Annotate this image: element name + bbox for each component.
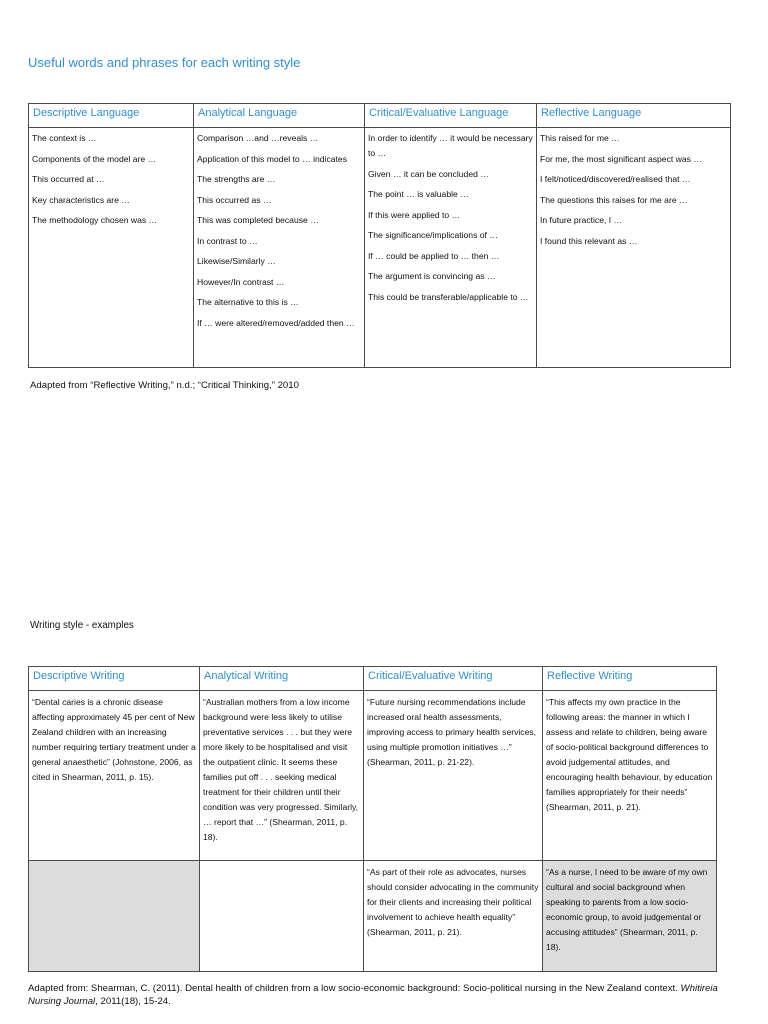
list-item: I felt/noticed/discovered/realised that …	[540, 174, 691, 184]
list-item: This raised for me …	[540, 133, 620, 143]
header-descriptive-language: Descriptive Language	[29, 104, 194, 128]
phrases-body-row	[29, 128, 731, 368]
header-reflective-language: Reflective Language	[537, 104, 731, 128]
reflective-phrases-cell	[537, 128, 731, 368]
list-item: The significance/implications of …	[368, 230, 498, 240]
critical-phrases-cell	[365, 128, 537, 368]
phrases-table	[28, 103, 731, 368]
list-item: The alternative to this is …	[197, 297, 299, 307]
list-item: However/In contrast …	[197, 276, 285, 287]
descriptive-example-cell: “Dental caries is a chronic disease affecting approximately 45 per cent of New Zealand children with an increasing number requiring tertiary treatment under a general anaesthetic” (Johnstone, 2006, as cited in Shearman, 2011, p. 15).	[29, 691, 200, 861]
list-item: Application of this model to … indicates	[197, 153, 347, 164]
list-item: This occurred at …	[32, 174, 105, 184]
examples-row	[29, 691, 717, 861]
reflective-example-cell: “This affects my own practice in the following areas: the manner in which I assess and relate to children, being aware of socio-political background differences to avoid judgemental attitudes, and encouraging health behaviour, by education families appropriately for their needs” (Shearman, 2011, p. 21).	[543, 691, 717, 861]
list-item: The strengths are …	[197, 174, 276, 184]
list-item: Likewise/Similarly …	[197, 256, 276, 266]
critical-example-cell-2: “As part of their role as advocates, nurses should consider advocating in the community for their clients and increasing their political involvement to achieve health equality” (Shearman, 2011, p. 21).	[364, 861, 543, 972]
header-reflective-writing: Reflective Writing	[543, 667, 717, 691]
list-item: If … were altered/removed/added then …	[197, 317, 355, 328]
header-critical-evaluative-language: Critical/Evaluative Language	[365, 104, 537, 128]
list-item: The methodology chosen was …	[32, 215, 158, 225]
examples-table	[28, 666, 717, 972]
critical-example-cell: “Future nursing recommendations include increased oral health assessments, improving access to primary health services, using multiple promotion initiatives …” (Shearman, 2011, p. 21-22).	[364, 691, 543, 861]
list-item: Comparison …and …reveals …	[197, 133, 319, 143]
reflective-example-cell-2: “As a nurse, I need to be aware of my own cultural and social background when speaking to parents from a low socio-economic group, to avoid judgemental or accusing attitudes” (Shearman, 2011, p. 18).	[543, 861, 717, 972]
header-analytical-language: Analytical Language	[194, 104, 365, 128]
analytical-example-cell: “Australian mothers from a low income background were less likely to utilise preventative services . . . but they were more likely to be hospitalised and visit the outpatient clinic. It seems these families put off . . . seeking medical treatment for their children until their condition was very progressed. Similarly, … report that …” (Shearman, 2011, p. 18).	[200, 691, 364, 861]
list-item: This could be transferable/applicable to …	[368, 291, 529, 302]
list-item: In contrast to …	[197, 235, 258, 246]
list-item: In future practice, I …	[540, 215, 623, 225]
header-descriptive-writing: Descriptive Writing	[29, 667, 200, 691]
empty-grey-cell	[29, 861, 200, 972]
list-item: I found this relevant as …	[540, 235, 638, 246]
examples-table-caption	[28, 982, 728, 1008]
list-item: Components of the model are …	[32, 153, 157, 164]
list-item: Key characteristics are …	[32, 194, 130, 205]
header-analytical-writing: Analytical Writing	[200, 667, 364, 691]
list-item: The point … is valuable …	[368, 189, 469, 199]
list-item: For me, the most significant aspect was …	[540, 153, 702, 164]
list-item: The context is …	[32, 133, 97, 143]
journal-title: Whitireia Nursing Journal	[28, 983, 718, 1007]
list-item: If … could be applied to … then …	[368, 250, 500, 261]
header-critical-evaluative-writing: Critical/Evaluative Writing	[364, 667, 543, 691]
list-item: The questions this raises for me are …	[540, 194, 688, 205]
list-item: In order to identify … it would be necessary to …	[368, 133, 533, 158]
analytical-phrases-cell	[194, 128, 365, 368]
descriptive-phrases-cell	[29, 128, 194, 368]
examples-header-row	[29, 667, 717, 691]
examples-subheading: Writing style - examples	[30, 620, 134, 631]
list-item: The argument is convincing as …	[368, 271, 496, 281]
list-item: Given … it can be concluded …	[368, 168, 489, 179]
phrases-table-caption: Adapted from “Reflective Writing,” n.d.; “Critical Thinking,” 2010	[30, 380, 299, 391]
phrases-header-row	[29, 104, 731, 128]
list-item: This was completed because …	[197, 215, 319, 225]
citation-suffix: , 2011(18), 15-24.	[95, 996, 171, 1007]
list-item: If this were applied to …	[368, 209, 461, 220]
citation-prefix: Adapted from: Shearman, C. (2011). Dental health of children from a low socio-economic background: Socio-political nursing in the New Zealand context.	[28, 983, 681, 994]
empty-cell	[200, 861, 364, 972]
page-heading: Useful words and phrases for each writing style	[28, 55, 301, 70]
examples-row	[29, 861, 717, 972]
list-item: This occurred as …	[197, 194, 272, 205]
